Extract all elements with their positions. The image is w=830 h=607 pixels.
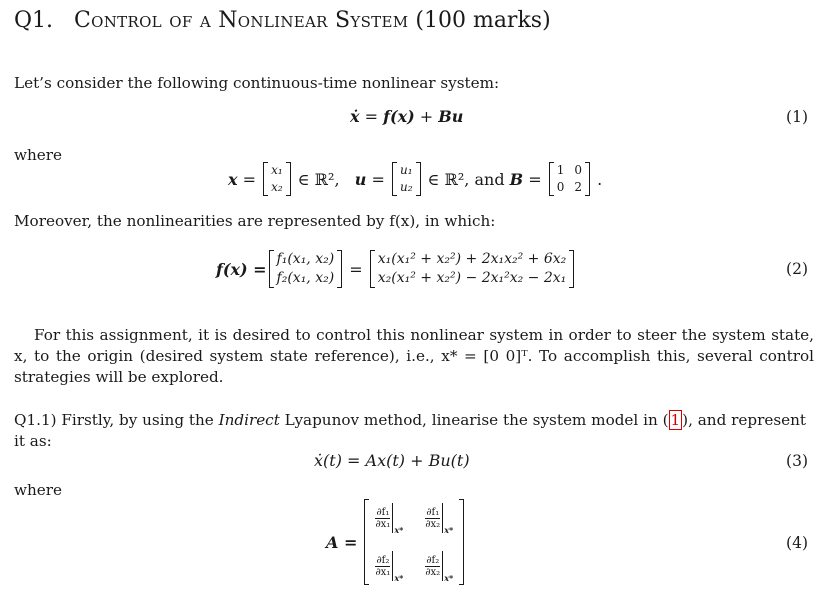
q11-suffix: ), and represent it as: xyxy=(14,411,807,450)
eq1-bu: Bu xyxy=(438,107,464,126)
b-12: 0 xyxy=(574,163,583,177)
x-entry-1: x₁ xyxy=(271,163,283,177)
question-marks: (100 marks) xyxy=(415,8,551,33)
jac-den-12: ∂x₂ xyxy=(425,518,441,530)
eq4-lhs: A = xyxy=(326,532,358,552)
jac-num-11: ∂f₁ xyxy=(376,506,390,518)
equation-4 xyxy=(326,494,466,590)
f-expanded-vector xyxy=(370,250,575,288)
in-r2-1: ∈ ℝ², xyxy=(297,169,340,189)
equation-3: ẋ(t) = Ax(t) + Bu(t) xyxy=(314,451,470,470)
f-expanded-row-1: x₁(x₁² + x₂²) + 2x₁x₂² + 6x₂ xyxy=(377,251,567,267)
question-title xyxy=(14,8,551,33)
eq1-lhs: ẋ xyxy=(350,107,360,126)
equation-3-number: (3) xyxy=(786,452,808,470)
jac-eval-12: x* xyxy=(444,524,454,535)
jac-den-22: ∂x₂ xyxy=(425,566,441,578)
question-heading: Control of a Nonlinear System xyxy=(74,8,409,33)
jac-num-12: ∂f₁ xyxy=(426,506,440,518)
in-r2-and: ∈ ℝ², and xyxy=(427,169,505,189)
b-11: 1 xyxy=(556,163,565,177)
f-row-2: f₂(x₁, x₂) xyxy=(276,270,335,286)
where-label-2: where xyxy=(14,481,63,499)
assignment-paragraph: For this assignment, it is desired to control this nonlinear system in order to steer the system state, x, to the origin (desired system state reference), i.e., x* = [0 0]ᵀ. To accomplish this, several control strategies will be explored. xyxy=(14,326,814,386)
jacobian-matrix xyxy=(364,499,464,585)
b-matrix xyxy=(549,162,590,196)
jac-num-22: ∂f₂ xyxy=(426,554,440,566)
x-vector xyxy=(263,162,291,196)
u-entry-2: u₂ xyxy=(400,180,413,194)
jac-den-21: ∂x₁ xyxy=(375,566,391,578)
jac-den-11: ∂x₁ xyxy=(375,518,391,530)
eq2-lhs: f(x) = xyxy=(216,259,267,279)
q11-prefix: Q1.1) Firstly, by using the xyxy=(14,411,219,429)
question-number: Q1. xyxy=(14,8,54,33)
moreover-text: Moreover, the nonlinearities are represented by f(x), in which: xyxy=(14,212,496,230)
intro-text: Let’s consider the following continuous-time nonlinear system: xyxy=(14,74,500,92)
u-vector xyxy=(392,162,421,196)
jac-eval-21: x* xyxy=(394,572,404,583)
equation-2-number: (2) xyxy=(786,260,808,278)
equation-4-number: (4) xyxy=(786,534,808,552)
where-label-1: where xyxy=(14,146,63,164)
equation-1: ẋ = f(x) + Bu xyxy=(350,107,464,126)
eq1-f: f(x) xyxy=(383,107,415,126)
q11-method: Indirect xyxy=(218,411,280,429)
f-expanded-row-2: x₂(x₁² + x₂²) − 2x₁²x₂ − 2x₁ xyxy=(377,270,567,286)
x-entry-2: x₂ xyxy=(271,180,283,194)
jac-eval-11: x* xyxy=(394,524,404,535)
definitions-line: x = x₁ x₂ ∈ ℝ², u = u₁ u₂ ∈ ℝ², and B = 1 0 0 2 . xyxy=(228,163,603,194)
q11-middle: Lyapunov method, linearise the system model in ( xyxy=(279,411,669,429)
equation-ref-link[interactable]: 1 xyxy=(670,411,681,429)
equation-1-number: (1) xyxy=(786,108,808,126)
b-22: 2 xyxy=(574,180,583,194)
f-row-1: f₁(x₁, x₂) xyxy=(276,251,335,267)
q11-paragraph xyxy=(14,410,814,452)
jac-num-21: ∂f₂ xyxy=(376,554,390,566)
jac-eval-22: x* xyxy=(444,572,454,583)
b-21: 0 xyxy=(556,180,565,194)
f-vector xyxy=(269,250,343,288)
u-entry-1: u₁ xyxy=(400,163,413,177)
equation-2: f(x) = f₁(x₁, x₂) f₂(x₁, x₂) = x₁(x₁² + x₂²) + 2x₁x₂² + 6x₂ x₂(x₁² + x₂²) − 2x₁²x₂ − 2x₁ xyxy=(216,249,576,289)
